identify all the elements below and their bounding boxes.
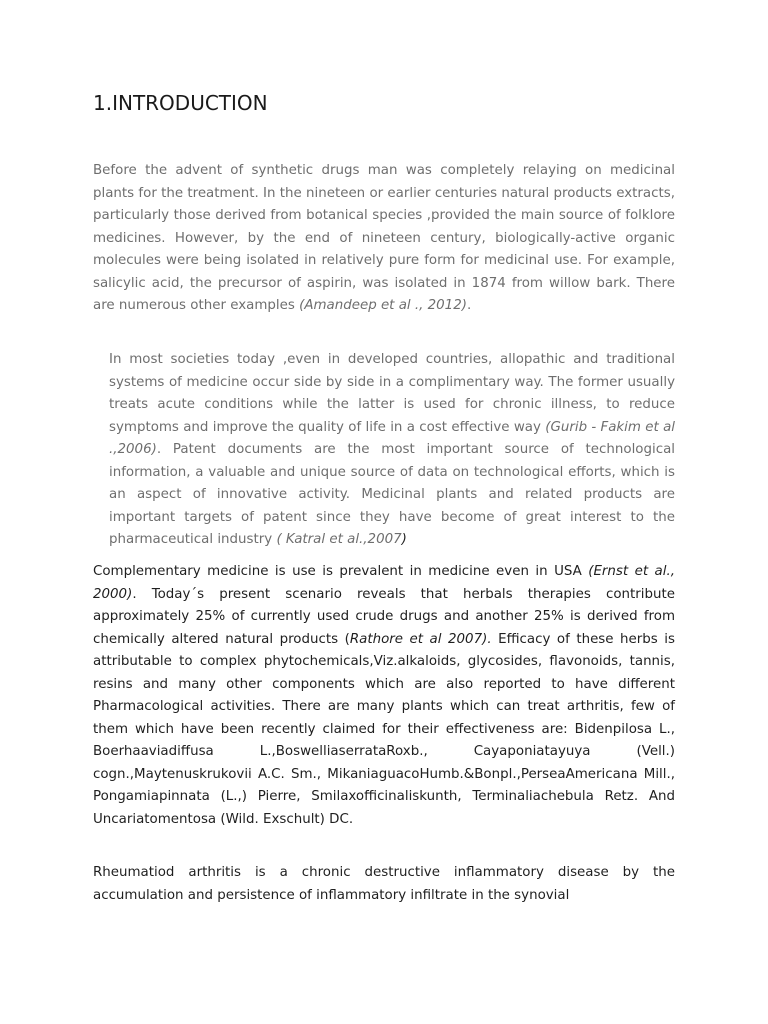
citation-amandeep: (Amandeep et al ., 2012): [299, 298, 467, 313]
paragraph-3: [93, 561, 675, 831]
section-heading: 1.INTRODUCTION: [93, 91, 268, 115]
citation-rathore: Rathore et al 2007).: [349, 631, 492, 647]
paragraph-2: [93, 349, 675, 552]
paragraph-2-text-1: In most societies today ,even in developed countries, allopathic and traditional systems of medicine occur side by side in a complimentary way. The former usually treats acute conditions while the latter is used for chronic illness, to reduce symptoms and improve the quality of life in a cost effective way: [109, 352, 675, 435]
paragraph-4: [93, 862, 675, 907]
paragraph-1-text: Before the advent of synthetic drugs man was completely relaying on medicinal plants for the treatment. In the nineteen or earlier centuries natural products extracts, particularly those derived from botanical species ,provided the main source of folklore medicines. However, by the end of nineteen century, biologically-active organic molecules were being isolated in relatively pure form for medicinal use. For example, salicylic acid, the precursor of aspirin, was isolated in 1874 from willow bark. There are numerous other examples: [93, 163, 675, 313]
citation-ernst: (Ernst et al., 2000): [93, 564, 675, 602]
paragraph-3-text-2: . Today´s present scenario reveals that herbals therapies contribute approximately 25% of currently used crude drugs and another 25% is derived from chemically altered natural products (: [93, 586, 675, 647]
paragraph-1-end: .: [466, 298, 472, 313]
citation-katral: ( Katral et al.,2007: [276, 532, 402, 547]
paragraph-2-text-2: . Patent documents are the most important source of technological information, a valuable and unique source of data on technological efforts, which is an aspect of innovative activity. Medicinal plants and related products are important targets of patent since they have become of great interest to the pharmaceutical industry: [109, 442, 675, 547]
citation-katral-close: ): [401, 532, 407, 547]
citation-gurib-fakim: (Gurib - Fakim et al .,2006): [109, 419, 675, 457]
paragraph-3-text-1: Complementary medicine is use is prevalent in medicine even in USA: [93, 564, 589, 579]
paragraph-3-text-3: Efficacy of these herbs is attributable to complex phytochemicals,Viz.alkaloids, glycosides, flavonoids, tannis, resins and many other components which are also reported to have different Pharmacological activities. There are many plants which can treat arthritis, few of them which have been recently claimed for their effectiveness are: Bidenpilosa L., Boerhaaviadiffusa L.,BoswelliaserrataRoxb., Cayaponiatayuya (Vell.) cogn.,Maytenuskrukovii A.C. Sm., MikaniaguacoHumb.&Bonpl.,PerseaAmericana Mill., Pongamiapinnata (L.,) Pierre, Smilaxofficinaliskunth, Terminaliachebula Retz. And Uncariatomentosa (Wild. Exschult) DC.: [93, 631, 675, 827]
paragraph-1: [93, 160, 675, 318]
paragraph-4-text: Rheumatiod arthritis is a chronic destructive inflammatory disease by the accumulation and persistence of inflammatory infiltrate in the synovial: [93, 865, 675, 903]
